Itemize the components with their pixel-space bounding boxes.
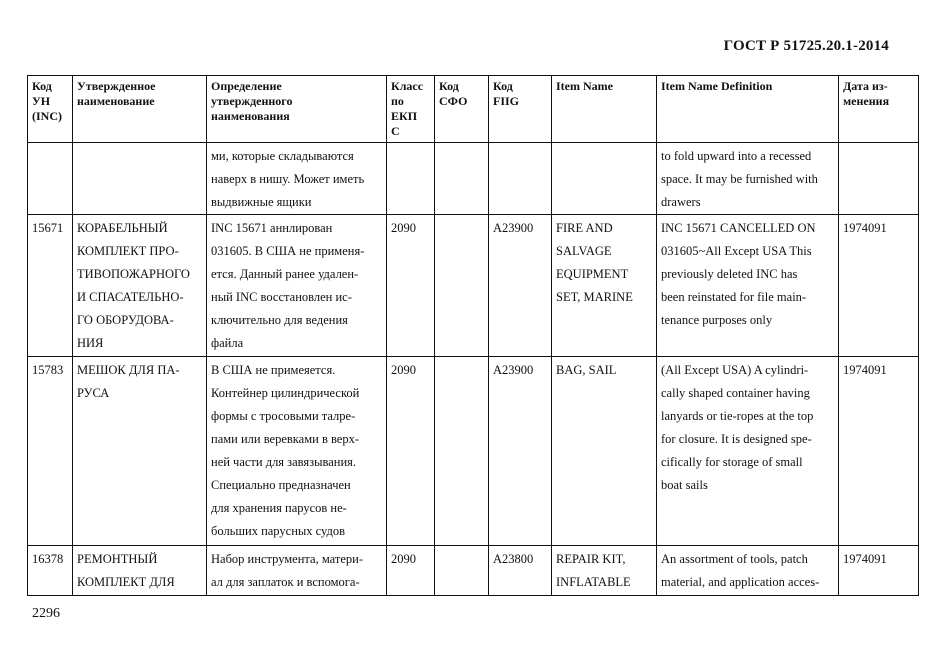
catalog-table xyxy=(27,75,919,596)
header-definition: Определение утвержденного наименования xyxy=(207,76,387,143)
cell-fiig: A23900 xyxy=(489,357,552,546)
cell-class: 2090 xyxy=(387,546,435,596)
table-row xyxy=(28,546,919,596)
cell-fiig: A23900 xyxy=(489,215,552,357)
cell-sfo xyxy=(435,215,489,357)
cell-class: 2090 xyxy=(387,357,435,546)
cell-inc: 15671 xyxy=(28,215,73,357)
cell-item-name: REPAIR KIT, INFLATABLE xyxy=(552,546,657,596)
cell-class xyxy=(387,143,435,215)
header-class: Класс по ЕКП С xyxy=(387,76,435,143)
cell-item-name xyxy=(552,143,657,215)
cell-definition: В США не примеяется. Контейнер цилиндрической формы с тросовыми талре- пами или веревками в верх- ней части для завязывания. Специально предназначен для хранения парусов не- больших парусных судов xyxy=(207,357,387,546)
header-sfo: Код СФО xyxy=(435,76,489,143)
header-inc: Код УН (INC) xyxy=(28,76,73,143)
cell-date: 1974091 xyxy=(839,215,919,357)
cell-date: 1974091 xyxy=(839,546,919,596)
cell-inc: 16378 xyxy=(28,546,73,596)
header-row xyxy=(28,76,919,143)
header-date: Дата из- менения xyxy=(839,76,919,143)
cell-name: МЕШОК ДЛЯ ПА- РУСА xyxy=(73,357,207,546)
cell-definition: ми, которые складываются наверх в нишу. Может иметь выдвижные ящики xyxy=(207,143,387,215)
cell-fiig xyxy=(489,143,552,215)
header-item-name: Item Name xyxy=(552,76,657,143)
cell-definition: INC 15671 аннлирован 031605. В США не применя- ется. Данный ранее удален- ный INC восстановлен ис- ключительно для ведения файла xyxy=(207,215,387,357)
header-approved-name: Утвержденное наименование xyxy=(73,76,207,143)
cell-class: 2090 xyxy=(387,215,435,357)
cell-sfo xyxy=(435,143,489,215)
cell-item-definition: to fold upward into a recessed space. It may be furnished with drawers xyxy=(657,143,839,215)
cell-date: 1974091 xyxy=(839,357,919,546)
document-code: ГОСТ Р 51725.20.1-2014 xyxy=(723,38,889,54)
cell-sfo xyxy=(435,357,489,546)
cell-date xyxy=(839,143,919,215)
cell-item-definition: An assortment of tools, patch material, and application acces- xyxy=(657,546,839,596)
cell-item-definition: INC 15671 CANCELLED ON 031605~All Except USA This previously deleted INC has been reinstated for file main- tenance purposes only xyxy=(657,215,839,357)
cell-name: КОРАБЕЛЬНЫЙ КОМПЛЕКТ ПРО- ТИВОПОЖАРНОГО И СПАСАТЕЛЬНО- ГО ОБОРУДОВА- НИЯ xyxy=(73,215,207,357)
header-item-definition: Item Name Definition xyxy=(657,76,839,143)
cell-inc: 15783 xyxy=(28,357,73,546)
cell-name: РЕМОНТНЫЙ КОМПЛЕКТ ДЛЯ xyxy=(73,546,207,596)
cell-fiig: A23800 xyxy=(489,546,552,596)
page-number: 2296 xyxy=(32,606,60,621)
cell-item-name: BAG, SAIL xyxy=(552,357,657,546)
cell-sfo xyxy=(435,546,489,596)
cell-inc xyxy=(28,143,73,215)
table-row xyxy=(28,357,919,546)
cell-definition: Набор инструмента, матери- ал для заплаток и вспомога- xyxy=(207,546,387,596)
header-fiig: Код FIIG xyxy=(489,76,552,143)
cell-name xyxy=(73,143,207,215)
table-row xyxy=(28,215,919,357)
cell-item-definition: (All Except USA) A cylindri- cally shaped container having lanyards or tie-ropes at the top for closure. It is designed spe- cifically for storage of small boat sails xyxy=(657,357,839,546)
cell-item-name: FIRE AND SALVAGE EQUIPMENT SET, MARINE xyxy=(552,215,657,357)
table-row xyxy=(28,143,919,215)
